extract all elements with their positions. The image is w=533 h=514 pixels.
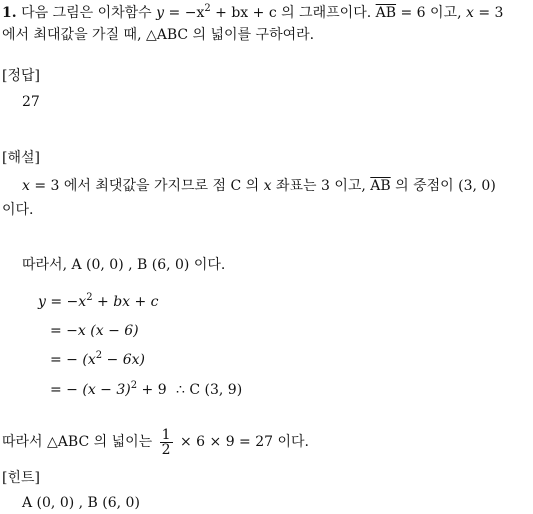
problem-x: x bbox=[465, 5, 474, 21]
hint-text: A (0, 0) , B (6, 0) bbox=[22, 495, 140, 511]
eq1-b: + bx + c bbox=[92, 294, 159, 310]
problem-text-1: 다음 그림은 이차함수 bbox=[21, 5, 157, 21]
problem-line-2: 에서 최대값을 가질 때, △ABC 의 넓이를 구하여라. bbox=[2, 27, 315, 43]
solution-var-x2: x bbox=[263, 178, 272, 194]
solution-label: [해설] bbox=[2, 150, 40, 166]
eq3-sq: 2 bbox=[95, 350, 103, 361]
eq4-a: = − (x − 3) bbox=[50, 382, 131, 398]
equation-line-3 bbox=[50, 350, 145, 370]
fraction-numerator: 1 bbox=[161, 426, 171, 443]
solution-text-b: 좌표는 3 이고, bbox=[271, 178, 371, 194]
eq3-b: − 6x) bbox=[102, 352, 145, 368]
problem-text-3: = 6 이고, bbox=[396, 5, 466, 21]
solution-para-1-end: 이다. bbox=[2, 202, 34, 218]
problem-func-sq: 2 bbox=[204, 3, 211, 14]
final-fraction bbox=[160, 428, 173, 457]
solution-final bbox=[2, 424, 309, 460]
problem-line-1 bbox=[2, 3, 503, 23]
equation-line-2: = −x (x − 6) bbox=[50, 323, 139, 339]
solution-para-1 bbox=[22, 176, 496, 196]
problem-func-rest: + bx + c bbox=[210, 5, 277, 21]
fraction-denominator: 2 bbox=[161, 441, 171, 458]
equation-therefore: ∴ C (3, 9) bbox=[176, 382, 243, 398]
answer-label: [정답] bbox=[2, 68, 40, 84]
problem-text-2: 의 그래프이다. bbox=[276, 5, 376, 21]
final-text-a: 따라서 △ABC 의 넓이는 bbox=[2, 434, 157, 450]
eq4-b: + 9 bbox=[137, 382, 167, 398]
solution-para-2: 따라서, A (0, 0) , B (6, 0) 이다. bbox=[22, 257, 226, 273]
problem-segment: $\overline{AB}$ bbox=[375, 5, 397, 21]
problem-text-4: = 3 bbox=[473, 5, 504, 21]
solution-var-x: x bbox=[22, 178, 30, 194]
equation-line-4 bbox=[50, 380, 167, 400]
final-text-b: × 6 × 9 = 27 이다. bbox=[175, 434, 310, 450]
solution-text-a: = 3 에서 최댓값을 가지므로 점 C 의 bbox=[29, 178, 264, 194]
eq1-a: = −x bbox=[45, 294, 87, 310]
answer-value: 27 bbox=[22, 94, 40, 110]
eq1-sq: 2 bbox=[86, 292, 93, 303]
problem-func-y: y bbox=[156, 5, 165, 21]
equation-line-1 bbox=[38, 292, 159, 312]
eq1-lhs: y bbox=[38, 294, 46, 310]
solution-text-c: 의 중점이 (3, 0) bbox=[390, 178, 496, 194]
solution-segment: $\overline{AB}$ bbox=[370, 178, 391, 194]
problem-number: 1. bbox=[2, 5, 17, 21]
problem-func-eq: = −x bbox=[164, 5, 205, 21]
hint-label: [힌트] bbox=[2, 470, 40, 486]
eq4-sq: 2 bbox=[130, 380, 138, 391]
eq3-a: = − (x bbox=[50, 352, 96, 368]
